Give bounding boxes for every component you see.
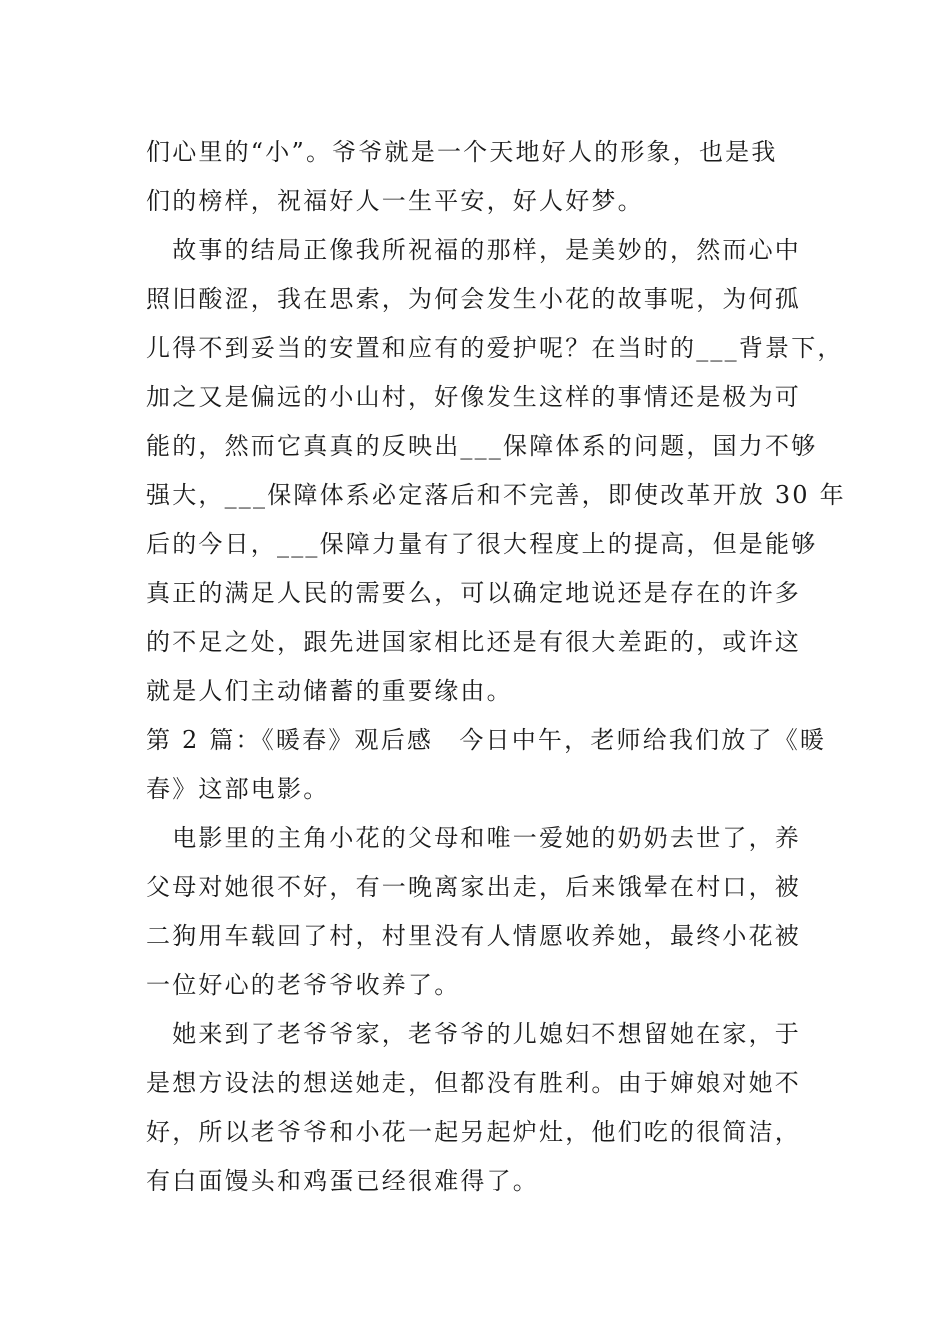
text-line: 真正的满足人民的需要么，可以确定地说还是存在的许多: [146, 579, 801, 607]
text-line: 们心里的“小”。爷爷就是一个天地好人的形象，也是我: [146, 138, 778, 166]
text-line: 二狗用车载回了村，村里没有人情愿收养她，最终小花被: [146, 922, 801, 950]
text-line: 电影里的主角小花的父母和唯一爱她的奶奶去世了，养: [146, 824, 801, 852]
text-line: 儿得不到妥当的安置和应有的爱护呢？在当时的___背景下，: [146, 334, 844, 362]
text-line: 父母对她很不好，有一晚离家出走，后来饿晕在村口，被: [146, 873, 801, 901]
text-line: 是想方设法的想送她走，但都没有胜利。由于婶娘对她不: [146, 1069, 801, 1097]
text-line: 就是人们主动储蓄的重要缘由。: [146, 677, 513, 705]
text-line: 春》这部电影。: [146, 775, 330, 803]
text-line: 好，所以老爷爷和小花一起另起炉灶，他们吃的很简洁，: [146, 1118, 801, 1146]
text-line: 强大，___保障体系必定落后和不完善，即使改革开放 30 年: [146, 481, 846, 509]
text-line: 有白面馒头和鸡蛋已经很难得了。: [146, 1167, 539, 1195]
text-line: 能的，然而它真真的反映出___保障体系的问题，国力不够: [146, 432, 818, 460]
text-line: 照旧酸涩，我在思索，为何会发生小花的故事呢，为何孤: [146, 285, 801, 313]
text-line: 第 2 篇：《暖春》观后感 今日中午，老师给我们放了《暖: [146, 726, 827, 754]
text-line: 们的榜样，祝福好人一生平安，好人好梦。: [146, 187, 644, 215]
paragraph-1: [146, 128, 806, 226]
text-line: 她来到了老爷爷家，老爷爷的儿媳妇不想留她在家，于: [146, 1020, 801, 1048]
paragraph-2: [146, 226, 846, 716]
text-line: 一位好心的老爷爷收养了。: [146, 971, 461, 999]
text-line: 加之又是偏远的小山村，好像发生这样的事情还是极为可: [146, 383, 801, 411]
text-line: 故事的结局正像我所祝福的那样，是美妙的，然而心中: [146, 236, 801, 264]
text-line: 的不足之处，跟先进国家相比还是有很大差距的，或许这: [146, 628, 801, 656]
paragraph-3-heading: [146, 716, 827, 814]
paragraph-4: [146, 814, 806, 1010]
text-line: 后的今日，___保障力量有了很大程度上的提高，但是能够: [146, 530, 818, 558]
document-body: [146, 128, 846, 1206]
paragraph-5: [146, 1010, 806, 1206]
